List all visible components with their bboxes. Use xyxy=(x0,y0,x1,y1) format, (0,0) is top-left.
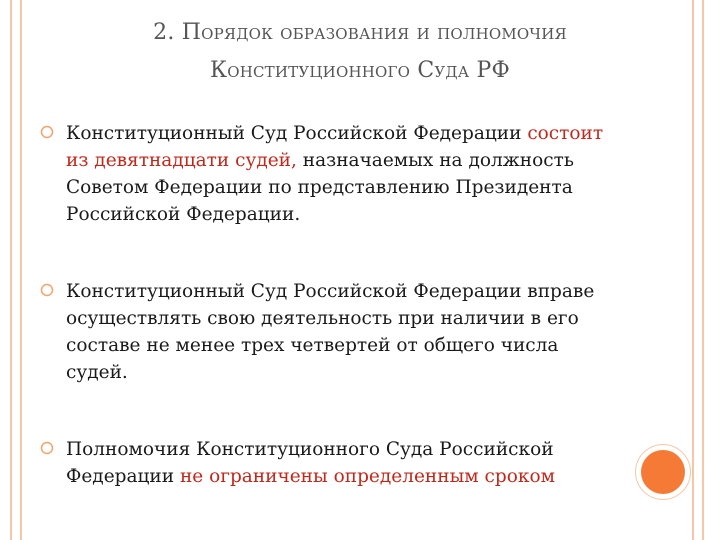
circle-bullet-icon xyxy=(40,283,54,297)
bullet-item xyxy=(40,120,610,228)
bullet-text: Конституционный Суд Российской Федерации вправе осуществлять свою деятельность при наличии в его составе не менее трех четвертей от общего числа судей. xyxy=(66,281,595,383)
slide-title-line-1: 2. Порядок образования и полномочия xyxy=(153,20,567,45)
slide-title xyxy=(40,14,680,90)
frame-inner-line-right xyxy=(692,0,694,540)
bullet-text: Полномочия Конституционного Суда Российской Федерации xyxy=(66,439,554,487)
bullet-list xyxy=(40,120,610,540)
orange-circle-ornament xyxy=(641,450,685,494)
bullet-item xyxy=(40,278,610,386)
circle-bullet-icon xyxy=(40,441,54,455)
bullet-text: назначаемых на должность Советом Федерации по представлению Президента Российской Федерации. xyxy=(66,150,574,225)
bullet-highlight: состоит из девятнадцати судей, xyxy=(66,123,604,171)
bullet-highlight: не ограничены определенным сроком xyxy=(179,466,555,487)
bullet-item xyxy=(40,436,610,490)
bullet-text: Конституционный Суд Российской Федерации xyxy=(66,123,522,144)
slide-title-line-2: Конституционного Суда РФ xyxy=(209,58,511,83)
frame-inner-line-left xyxy=(20,0,22,540)
circle-bullet-icon xyxy=(40,125,54,139)
